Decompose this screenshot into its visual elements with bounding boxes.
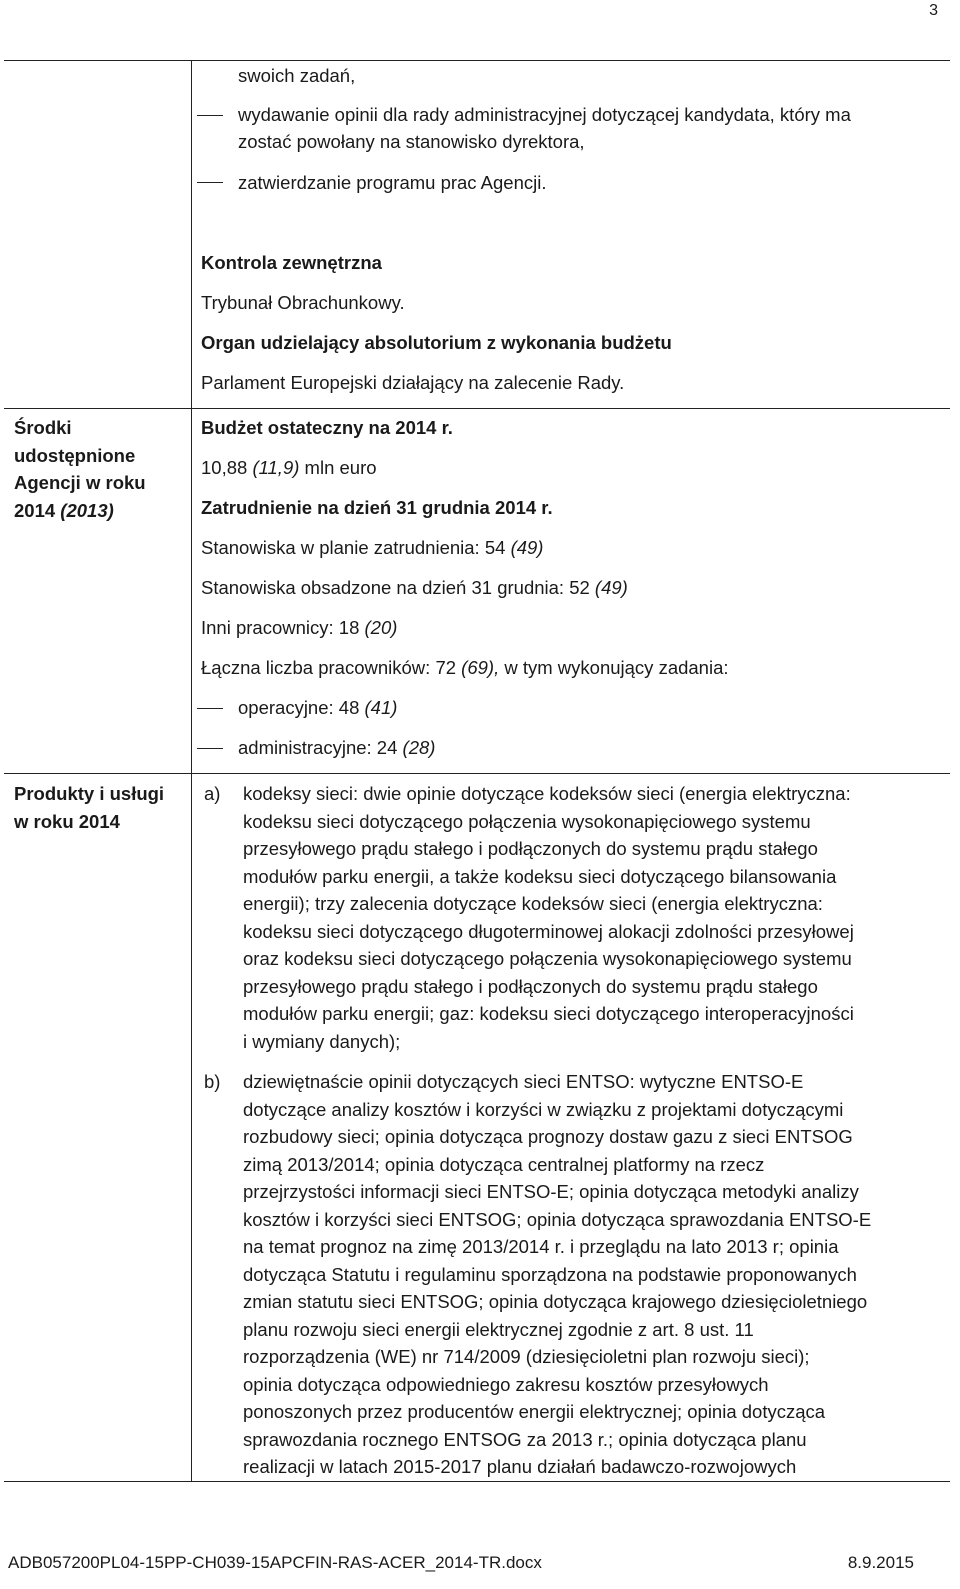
staff-admin: administracyjne: 24 (28) <box>238 737 436 758</box>
footer-doc-ref: ADB057200PL04-15PP-CH039-15APCFIN-RAS-ACER_2014-TR.docx <box>8 1553 542 1572</box>
staff-plan: Stanowiska w planie zatrudnienia: 54 (49) <box>201 537 544 558</box>
continuation-text: swoich zadań, <box>238 65 356 86</box>
staff-operational: operacyjne: 48 (41) <box>238 697 398 718</box>
products-label: Produkty i usługi w roku 2014 <box>14 783 165 832</box>
staff-heading: Zatrudnienie na dzień 31 grudnia 2014 r. <box>201 497 553 518</box>
row-divider-products <box>4 773 950 774</box>
discharge-value: Parlament Europejski działający na zalecenie Rady. <box>201 372 625 393</box>
bullet-line: wydawanie opinii dla rady administracyjnej dotyczącej kandydata, który ma <box>238 104 851 125</box>
item-a-text: kodeksy sieci: dwie opinie dotyczące kodeksów sieci (energia elektryczna: kodeksu sieci dotyczącego połączenia wysokonapięciowego systemu przesyłowego prądu stałego i podłączonych do systemu prądu stałego modułów parku energii, a także kodeksu sieci dotyczącego bilansowania energii); trzy zalecenia dotyczące kodeksów sieci (energia elektryczna: kodeksu sieci dotyczącego długoterminowej alokacji zdolności przesyłowej oraz kodeksu sieci dotyczącego połączenia wysokonapięciowego systemu przesyłowego prądu stałego i podłączonych do systemu prądu stałego modułów parku energii; gaz: kodeksu sieci dotyczącego interoperacyjności i wymiany danych); <box>243 783 854 1052</box>
staff-total: Łączna liczba pracowników: 72 (69), w tym wykonujący zadania: <box>201 657 729 678</box>
dash-bullet <box>197 748 223 749</box>
bullet-line: zostać powołany na stanowisko dyrektora, <box>238 131 585 152</box>
budget-heading: Budżet ostateczny na 2014 r. <box>201 417 453 438</box>
dash-bullet <box>197 182 223 183</box>
item-b-marker: b) <box>204 1071 221 1092</box>
external-control-value: Trybunał Obrachunkowy. <box>201 292 405 313</box>
dash-bullet <box>197 708 223 709</box>
resources-label: Środki udostępnione Agencji w roku 2014 (2013) <box>14 417 146 521</box>
budget-value: 10,88 (11,9) mln euro <box>201 457 377 478</box>
item-a-marker: a) <box>204 783 221 804</box>
item-b-text: dziewiętnaście opinii dotyczących sieci ENTSO: wytyczne ENTSO-E dotyczące analizy kosztów i korzyści w związku z projektami dotyczącymi rozbudowy sieci; opinia dotycząca prognozy dostaw gazu z sieci ENTSOG zimą 2013/2014; opinia dotycząca centralnej platformy na rzecz przejrzystości informacji sieci ENTSO-E; opinia dotycząca metodyki analizy kosztów i korzyści sieci ENTSOG; opinia dotycząca sprawozdania ENTSO-E na temat prognoz na zimę 2013/2014 r. i przeglądu na lato 2013 r; opinia dotycząca Statutu i regulaminu sporządzona na podstawie proponowanych zmian statutu sieci ENTSOG; opinia dotycząca krajowego dziesięcioletniego planu rozwoju sieci energii elektrycznej zgodnie z art. 8 ust. 11 rozporządzenia (WE) nr 714/2009 (dziesięcioletni plan rozwoju sieci); opinia dotycząca odpowiedniego zakresu kosztów przesyłowych ponoszonych przez producentów energii elektrycznej; opinia dotycząca sprawozdania rocznego ENTSOG za 2013 r.; opinia dotycząca planu realizacji w latach 2015-2017 planu działań badawczo-rozwojowych <box>243 1071 872 1477</box>
staff-filled: Stanowiska obsadzone na dzień 31 grudnia: 52 (49) <box>201 577 628 598</box>
discharge-heading: Organ udzielający absolutorium z wykonania budżetu <box>201 332 672 353</box>
page-number: 3 <box>929 2 938 19</box>
footer-date: 8.9.2015 <box>847 1553 914 1572</box>
table-bottom-border <box>4 1481 950 1482</box>
external-control-heading: Kontrola zewnętrzna <box>201 252 382 273</box>
staff-other: Inni pracownicy: 18 (20) <box>201 617 398 638</box>
column-divider <box>191 60 192 1482</box>
row-divider-resources <box>4 408 950 409</box>
table-top-border <box>4 60 950 61</box>
dash-bullet <box>197 115 223 116</box>
bullet-line: zatwierdzanie programu prac Agencji. <box>238 172 547 193</box>
